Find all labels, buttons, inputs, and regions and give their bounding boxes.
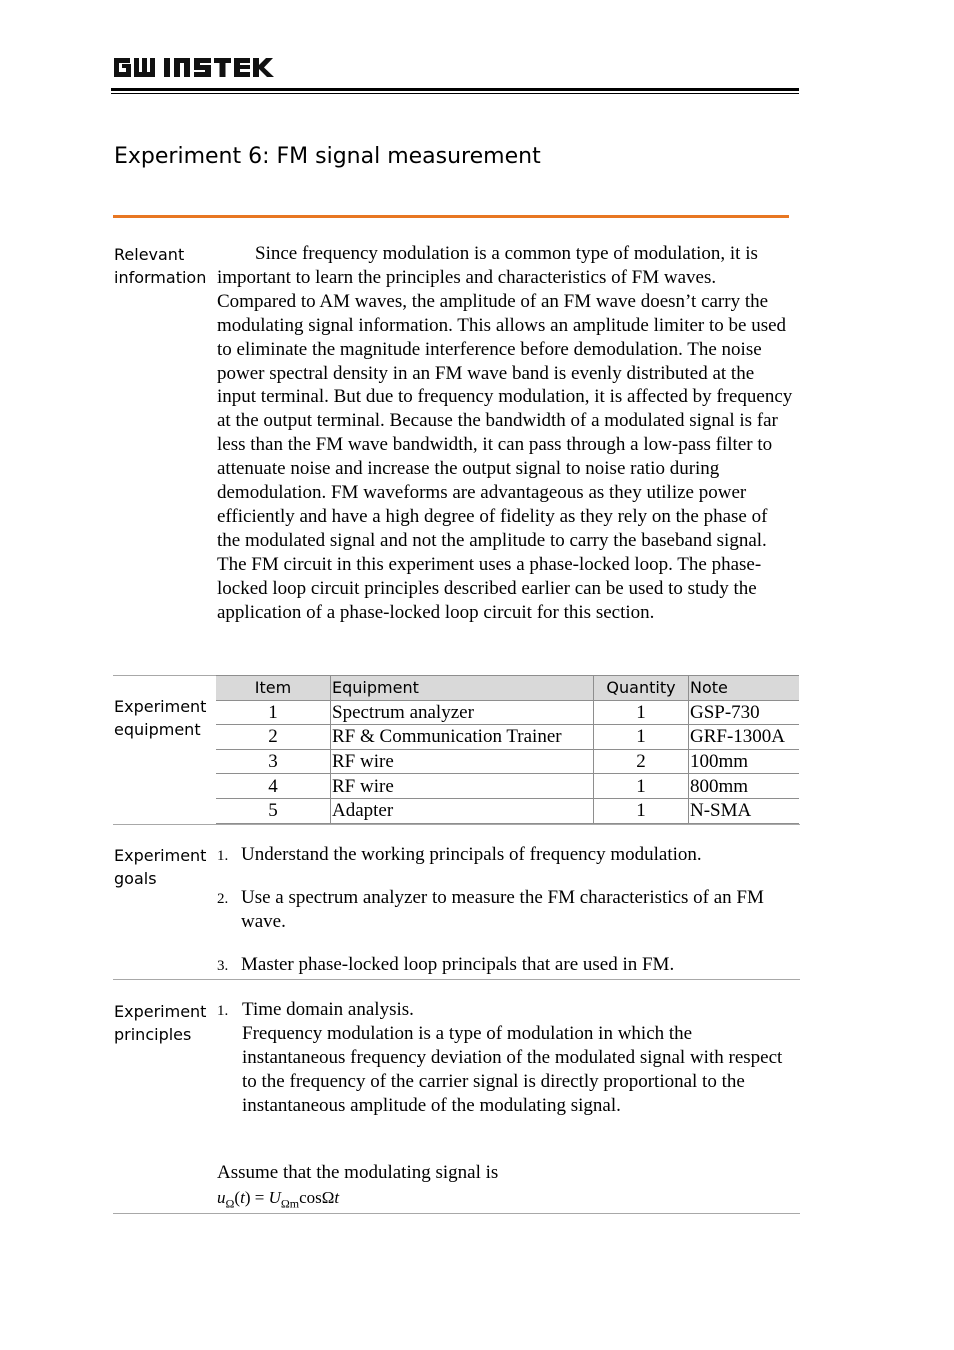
- page-title: Experiment 6: FM signal measurement: [114, 144, 541, 169]
- formula-arg-t: t: [240, 1188, 245, 1207]
- formula-u: u: [217, 1188, 226, 1207]
- principle-content: [242, 998, 797, 1118]
- section-divider: [113, 675, 216, 676]
- formula-cos: cosΩ: [299, 1188, 335, 1207]
- table-row: [216, 749, 799, 774]
- goal-text: Master phase-locked loop principals that are used in FM.: [241, 954, 675, 975]
- formula-arg-text: (t) =: [234, 1188, 269, 1207]
- cell-item: 1: [216, 700, 331, 725]
- principle-body: Frequency modulation is a type of modulation in which the instantaneous frequency deviation of the modulated signal with respect to the frequency of the carrier signal is directly proportional to the instantaneous amplitude of the modulating signal.: [242, 1022, 783, 1116]
- title-underline: [113, 215, 789, 218]
- formula-U: U: [268, 1188, 281, 1207]
- table-row: [216, 725, 799, 750]
- cell-item: 2: [216, 725, 331, 750]
- cell-note: 100mm: [689, 749, 800, 774]
- gw-instek-logo: [112, 52, 276, 82]
- cell-note: GRF-1300A: [689, 725, 800, 750]
- principle-number: 1.: [217, 1003, 229, 1019]
- cell-equipment: Spectrum analyzer: [331, 700, 594, 725]
- formula-u-sub: Ω: [225, 1196, 235, 1211]
- cell-equipment: RF wire: [331, 774, 594, 799]
- cell-item: 4: [216, 774, 331, 799]
- cell-quantity: 1: [594, 774, 689, 799]
- formula-t: t: [334, 1188, 340, 1207]
- cell-equipment: RF & Communication Trainer: [331, 725, 594, 750]
- cell-note: 800mm: [689, 774, 800, 799]
- table-header-row: [216, 676, 799, 701]
- cell-item: 3: [216, 749, 331, 774]
- cell-quantity: 2: [594, 749, 689, 774]
- relevant-information-label: [114, 243, 214, 289]
- label-line: principles: [114, 1025, 192, 1044]
- cell-item: 5: [216, 798, 331, 823]
- label-line: Experiment: [114, 697, 207, 716]
- experiment-goals-label: [114, 844, 214, 890]
- goal-number: 3.: [217, 958, 229, 974]
- table-row: [216, 700, 799, 725]
- principle-title: Time domain analysis.: [242, 999, 414, 1020]
- cell-equipment: RF wire: [331, 749, 594, 774]
- gw-instek-logo-graphic: [112, 52, 276, 82]
- label-line: information: [114, 268, 207, 287]
- cell-quantity: 1: [594, 725, 689, 750]
- cell-note: GSP-730: [689, 700, 800, 725]
- section-divider: [113, 979, 800, 980]
- column-header-equipment: Equipment: [331, 676, 594, 701]
- column-header-item: Item: [216, 676, 331, 701]
- label-line: Relevant: [114, 245, 185, 264]
- goal-text: Understand the working principals of frequency modulation.: [241, 844, 702, 865]
- cell-quantity: 1: [594, 700, 689, 725]
- label-line: goals: [114, 869, 157, 888]
- equipment-table: [216, 675, 799, 824]
- assume-text: Assume that the modulating signal is: [217, 1162, 499, 1183]
- relevant-information-text: [217, 242, 795, 625]
- formula-arg: [234, 1188, 268, 1207]
- header-rule: [111, 88, 799, 91]
- section-divider: [113, 824, 800, 825]
- formula-U-sub: Ωm: [280, 1196, 300, 1211]
- label-line: Experiment: [114, 846, 207, 865]
- section-divider: [113, 1213, 800, 1214]
- column-header-quantity: Quantity: [594, 676, 689, 701]
- header-rule-thin: [111, 93, 799, 94]
- cell-quantity: 1: [594, 798, 689, 823]
- column-header-note: Note: [689, 676, 800, 701]
- label-line: equipment: [114, 720, 201, 739]
- goal-number: 2.: [217, 891, 229, 907]
- modulating-signal-formula: [217, 1187, 795, 1214]
- experiment-equipment-label: [114, 695, 214, 741]
- label-line: Experiment: [114, 1002, 207, 1021]
- goal-text: Use a spectrum analyzer to measure the FM characteristics of an FM wave.: [241, 887, 764, 932]
- table-row: [216, 798, 799, 823]
- table-row: [216, 774, 799, 799]
- relevant-paragraph: Since frequency modulation is a common type of modulation, it is important to learn the principles and characteristics of FM waves. Compared to AM waves, the amplitude of an FM wave doesn’t carry the modulating signal information. This allows an amplitude limiter to be used to eliminate the magnitude interference before demodulation. The noise power spectral density in an FM wave band is evenly distributed at the input terminal. But due to frequency modulation, it is affected by frequency at the output terminal. Because the bandwidth of a modulated signal is far less than the FM wave bandwidth, it can pass through a low-pass filter to attenuate noise and increase the output signal to noise ratio during demodulation. FM waveforms are advantageous as they utilize power efficiently and have a high degree of fidelity as they rely on the phase of the modulated signal and not the amplitude to carry the baseband signal. The FM circuit in this experiment uses a phase-locked loop. The phase-locked loop circuit principles described earlier can be used to study the application of a phase-locked loop circuit for this section.: [217, 243, 793, 623]
- cell-note: N-SMA: [689, 798, 800, 823]
- goal-number: 1.: [217, 848, 229, 864]
- experiment-principles-label: [114, 1000, 214, 1046]
- cell-equipment: Adapter: [331, 798, 594, 823]
